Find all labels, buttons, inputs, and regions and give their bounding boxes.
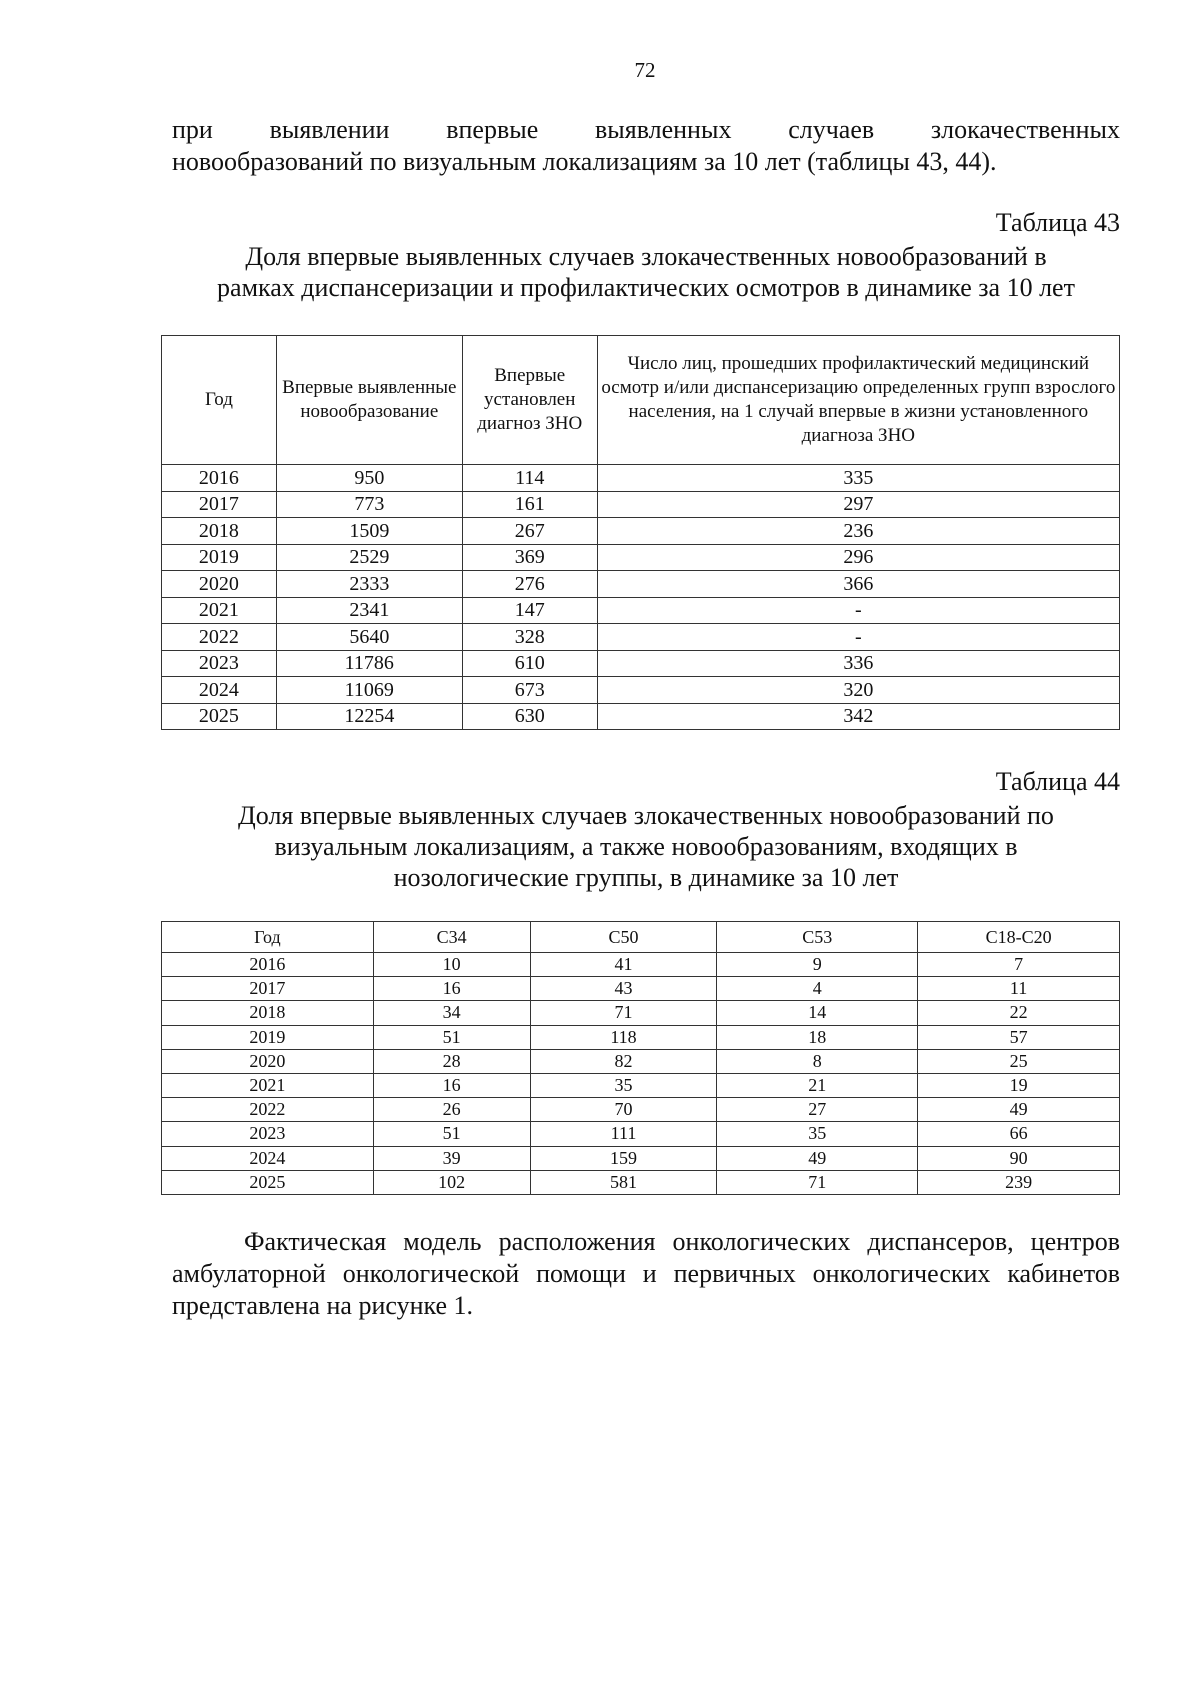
table-cell-c50: 71 <box>530 1001 717 1025</box>
table-row <box>162 1122 1120 1146</box>
table-cell-c34: 51 <box>373 1122 530 1146</box>
table-cell-year: 2021 <box>162 597 277 624</box>
table-43-header-row <box>162 336 1120 465</box>
table-cell-persons-per-case: 366 <box>597 571 1119 598</box>
table-cell-persons-per-case: 342 <box>597 703 1119 730</box>
table-cell-c18-c20: 25 <box>918 1049 1120 1073</box>
table-44 <box>161 921 1120 1195</box>
table-cell-new-neoplasms: 5640 <box>276 624 462 651</box>
table-44-title-line-2: визуальным локализациям, а также новообразованиям, входящих в <box>274 832 1018 861</box>
table-cell-c53: 27 <box>717 1098 918 1122</box>
table-cell-diagnosis: 114 <box>462 465 597 492</box>
table-cell-c53: 4 <box>717 977 918 1001</box>
intro-paragraph <box>172 114 1120 178</box>
table-43-title <box>172 241 1120 303</box>
intro-line-1: при выявлении впервые выявленных случаев злокачественных <box>172 115 1120 144</box>
table-44-header-c50: С50 <box>530 922 717 953</box>
table-cell-c18-c20: 90 <box>918 1146 1120 1170</box>
table-cell-new-neoplasms: 1509 <box>276 518 462 545</box>
table-row <box>162 703 1120 730</box>
table-cell-c34: 16 <box>373 977 530 1001</box>
table-cell-new-neoplasms: 2529 <box>276 544 462 571</box>
table-cell-c34: 26 <box>373 1098 530 1122</box>
table-row <box>162 491 1120 518</box>
table-cell-year: 2023 <box>162 1122 374 1146</box>
table-cell-year: 2022 <box>162 1098 374 1122</box>
table-cell-persons-per-case: 296 <box>597 544 1119 571</box>
table-cell-year: 2016 <box>162 465 277 492</box>
table-cell-diagnosis: 147 <box>462 597 597 624</box>
intro-line-2: новообразований по визуальным локализациям за 10 лет (таблицы 43, 44). <box>172 147 997 176</box>
table-cell-year: 2016 <box>162 953 374 977</box>
table-row <box>162 571 1120 598</box>
table-cell-c18-c20: 22 <box>918 1001 1120 1025</box>
table-cell-c53: 35 <box>717 1122 918 1146</box>
table-cell-c34: 51 <box>373 1025 530 1049</box>
table-44-header-year: Год <box>162 922 374 953</box>
closing-paragraph: Фактическая модель расположения онкологических диспансеров, центров амбулаторной онкологической помощи и первичных онкологических кабинетов представлена на рисунке 1. <box>172 1227 1120 1320</box>
table-row <box>162 977 1120 1001</box>
table-cell-year: 2024 <box>162 1146 374 1170</box>
table-cell-persons-per-case: 336 <box>597 650 1119 677</box>
table-cell-c53: 14 <box>717 1001 918 1025</box>
table-cell-c18-c20: 57 <box>918 1025 1120 1049</box>
table-cell-c53: 21 <box>717 1073 918 1097</box>
table-cell-diagnosis: 673 <box>462 677 597 704</box>
table-row <box>162 1098 1120 1122</box>
table-43-header-diagnosis: Впервые установлен диагноз ЗНО <box>462 336 597 465</box>
table-cell-c50: 118 <box>530 1025 717 1049</box>
table-cell-year: 2023 <box>162 650 277 677</box>
table-cell-diagnosis: 369 <box>462 544 597 571</box>
table-cell-c34: 34 <box>373 1001 530 1025</box>
table-43-title-line-1: Доля впервые выявленных случаев злокачественных новообразований в <box>245 242 1047 271</box>
table-cell-persons-per-case: - <box>597 597 1119 624</box>
table-cell-c34: 28 <box>373 1049 530 1073</box>
table-44-header-row <box>162 922 1120 953</box>
table-row <box>162 650 1120 677</box>
table-cell-new-neoplasms: 12254 <box>276 703 462 730</box>
table-cell-c18-c20: 11 <box>918 977 1120 1001</box>
table-44-title-line-3: нозологические группы, в динамике за 10 лет <box>393 863 899 892</box>
table-row <box>162 953 1120 977</box>
table-cell-c53: 8 <box>717 1049 918 1073</box>
table-44-header-c18-c20: С18-С20 <box>918 922 1120 953</box>
table-cell-diagnosis: 267 <box>462 518 597 545</box>
table-cell-new-neoplasms: 950 <box>276 465 462 492</box>
table-row <box>162 677 1120 704</box>
table-cell-year: 2021 <box>162 1073 374 1097</box>
table-row <box>162 518 1120 545</box>
table-cell-c18-c20: 19 <box>918 1073 1120 1097</box>
table-cell-diagnosis: 161 <box>462 491 597 518</box>
table-cell-year: 2019 <box>162 1025 374 1049</box>
table-cell-c50: 82 <box>530 1049 717 1073</box>
table-cell-c53: 9 <box>717 953 918 977</box>
table-row <box>162 597 1120 624</box>
table-cell-new-neoplasms: 11786 <box>276 650 462 677</box>
table-cell-persons-per-case: 236 <box>597 518 1119 545</box>
table-row <box>162 624 1120 651</box>
table-cell-c50: 41 <box>530 953 717 977</box>
table-row <box>162 1170 1120 1194</box>
table-44-title <box>172 800 1120 893</box>
table-44-header-c53: С53 <box>717 922 918 953</box>
table-cell-persons-per-case: - <box>597 624 1119 651</box>
table-cell-c53: 71 <box>717 1170 918 1194</box>
table-cell-c18-c20: 7 <box>918 953 1120 977</box>
table-row <box>162 465 1120 492</box>
table-cell-c50: 159 <box>530 1146 717 1170</box>
page-number: 72 <box>634 58 656 82</box>
table-row <box>162 1073 1120 1097</box>
table-43-title-line-2: рамках диспансеризации и профилактических осмотров в динамике за 10 лет <box>217 273 1075 302</box>
table-cell-diagnosis: 276 <box>462 571 597 598</box>
table-cell-c18-c20: 239 <box>918 1170 1120 1194</box>
table-cell-year: 2018 <box>162 1001 374 1025</box>
table-cell-year: 2025 <box>162 1170 374 1194</box>
table-cell-c18-c20: 66 <box>918 1122 1120 1146</box>
table-cell-new-neoplasms: 2333 <box>276 571 462 598</box>
table-cell-year: 2020 <box>162 571 277 598</box>
table-cell-c34: 39 <box>373 1146 530 1170</box>
table-43 <box>161 335 1120 730</box>
table-43-header-new-neoplasms: Впервые выявленные новообразование <box>276 336 462 465</box>
table-cell-persons-per-case: 320 <box>597 677 1119 704</box>
table-cell-c34: 16 <box>373 1073 530 1097</box>
table-cell-persons-per-case: 335 <box>597 465 1119 492</box>
table-row <box>162 1049 1120 1073</box>
table-cell-c50: 581 <box>530 1170 717 1194</box>
table-44-title-line-1: Доля впервые выявленных случаев злокачественных новообразований по <box>238 801 1054 830</box>
table-44-body <box>162 953 1120 1195</box>
table-43-header-persons-per-case: Число лиц, прошедших профилактический медицинский осмотр и/или диспансеризацию определенных групп взрослого населения, на 1 случай впервые в жизни установленного диагноза ЗНО <box>597 336 1119 465</box>
table-cell-c53: 49 <box>717 1146 918 1170</box>
table-cell-c50: 43 <box>530 977 717 1001</box>
table-cell-diagnosis: 328 <box>462 624 597 651</box>
table-cell-new-neoplasms: 773 <box>276 491 462 518</box>
table-cell-year: 2022 <box>162 624 277 651</box>
table-cell-year: 2020 <box>162 1049 374 1073</box>
table-cell-year: 2025 <box>162 703 277 730</box>
table-cell-c50: 70 <box>530 1098 717 1122</box>
table-cell-year: 2018 <box>162 518 277 545</box>
table-cell-year: 2017 <box>162 977 374 1001</box>
table-cell-year: 2019 <box>162 544 277 571</box>
table-cell-c34: 10 <box>373 953 530 977</box>
table-cell-new-neoplasms: 2341 <box>276 597 462 624</box>
table-cell-c18-c20: 49 <box>918 1098 1120 1122</box>
table-row <box>162 544 1120 571</box>
table-44-label: Таблица 44 <box>995 767 1120 796</box>
table-44-header-c34: С34 <box>373 922 530 953</box>
table-cell-persons-per-case: 297 <box>597 491 1119 518</box>
table-cell-diagnosis: 610 <box>462 650 597 677</box>
table-43-header-year: Год <box>162 336 277 465</box>
table-row <box>162 1001 1120 1025</box>
table-cell-year: 2024 <box>162 677 277 704</box>
table-cell-c34: 102 <box>373 1170 530 1194</box>
table-cell-c50: 111 <box>530 1122 717 1146</box>
table-cell-c53: 18 <box>717 1025 918 1049</box>
table-cell-diagnosis: 630 <box>462 703 597 730</box>
table-cell-new-neoplasms: 11069 <box>276 677 462 704</box>
table-cell-c50: 35 <box>530 1073 717 1097</box>
table-43-body <box>162 465 1120 730</box>
table-row <box>162 1025 1120 1049</box>
table-row <box>162 1146 1120 1170</box>
table-43-label: Таблица 43 <box>995 208 1120 237</box>
table-cell-year: 2017 <box>162 491 277 518</box>
